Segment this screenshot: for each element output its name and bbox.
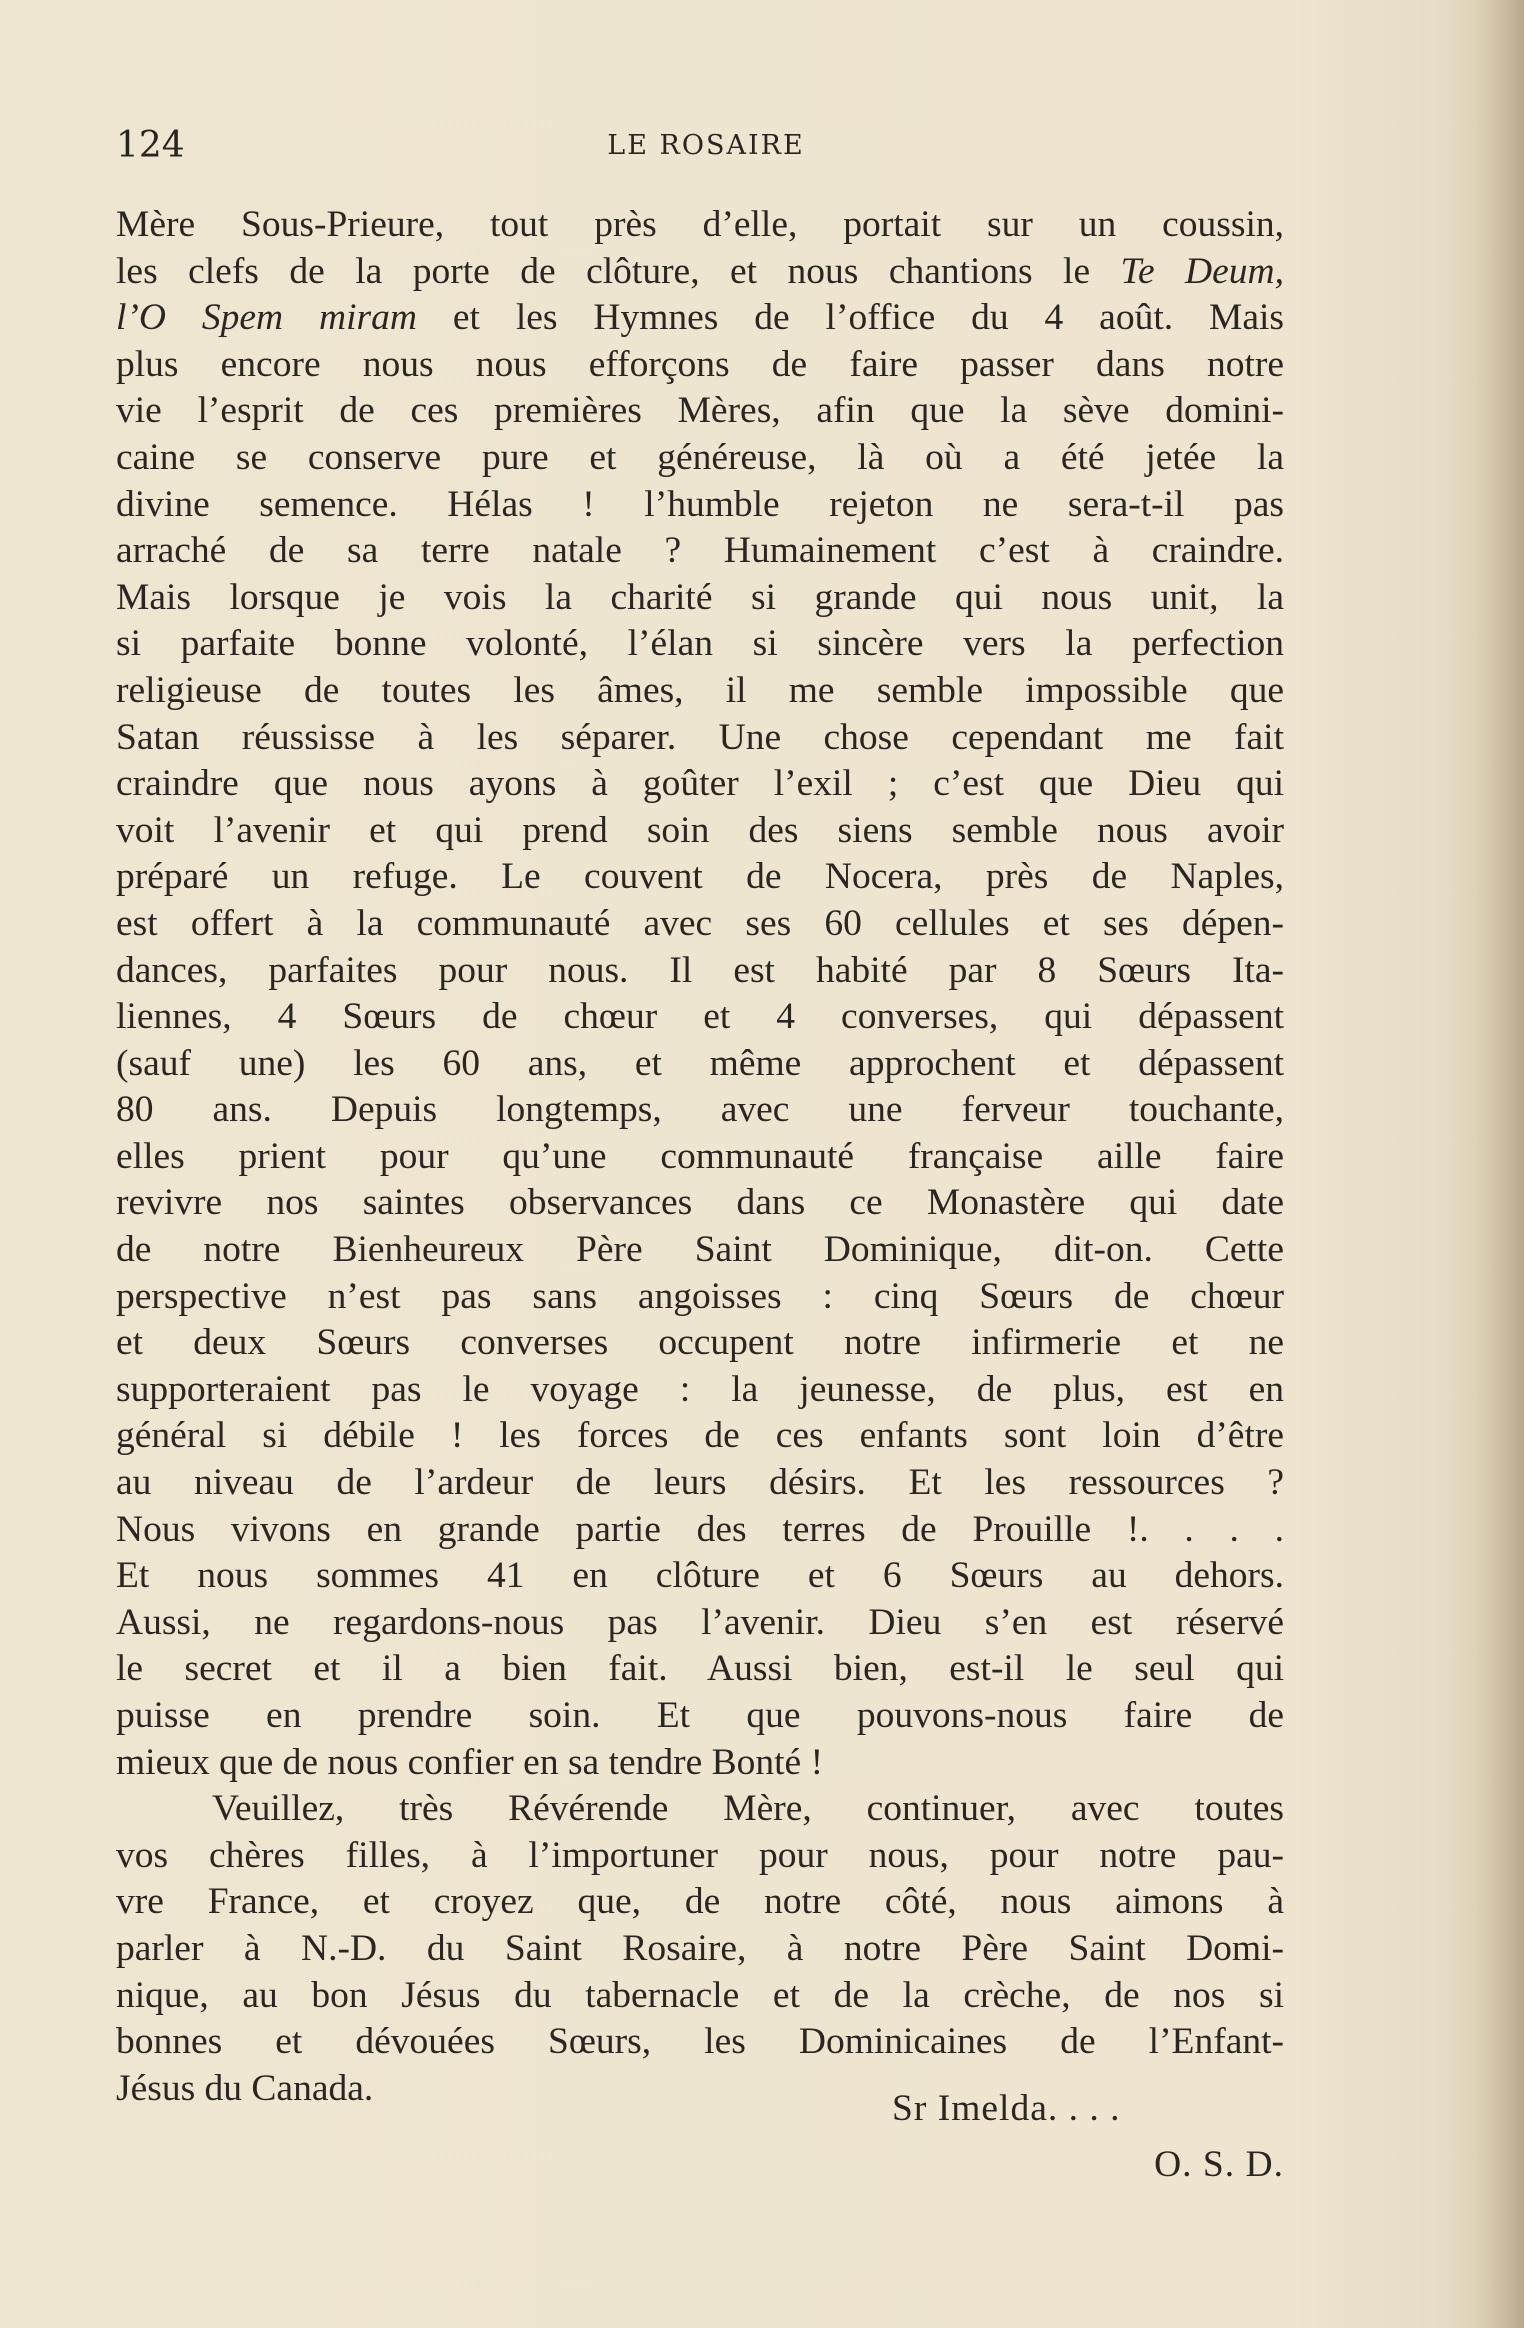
text-line — [116, 388, 1284, 435]
text-line — [116, 435, 1284, 482]
text-line — [116, 808, 1284, 855]
line-text: et les Hymnes de l’office du 4 août. Mais — [416, 297, 1285, 339]
text-line — [116, 1087, 1284, 1134]
text-line — [116, 715, 1284, 762]
line-text: arraché de sa terre natale ? Humainement c’est à craindre. — [116, 530, 1284, 572]
text-line — [116, 1227, 1284, 1274]
line-text: Aussi, ne regardons-nous pas l’avenir. Dieu s’en est réservé — [116, 1601, 1284, 1643]
text-line — [116, 1553, 1284, 1600]
text-line — [116, 1320, 1284, 1367]
line-text: craindre que nous ayons à goûter l’exil ; c’est que Dieu qui — [116, 763, 1284, 805]
text-line — [116, 1693, 1284, 1740]
text-line: vre France, et croyez que, de notre côté, nous aimons à — [116, 1881, 1284, 1923]
line-text: voit l’avenir et qui prend soin des siens semble nous avoir — [116, 809, 1284, 851]
italic-text: Te Deum, — [1120, 250, 1284, 292]
line-text: elles prient pour qu’une communauté française aille faire — [116, 1135, 1284, 1177]
text-line — [116, 575, 1284, 622]
line-text: supporteraient pas le voyage : la jeunesse, de plus, est en — [116, 1368, 1284, 1410]
line-text: Et nous sommes 41 en clôture et 6 Sœurs au dehors. — [116, 1555, 1284, 1597]
line-text: Mais lorsque je vois la charité si grande qui nous unit, la — [116, 576, 1284, 618]
text-line — [116, 994, 1284, 1041]
text-line — [116, 668, 1284, 715]
signature-block — [116, 2081, 1284, 2193]
text-line — [116, 948, 1284, 995]
text-line: vos chères filles, à l’importuner pour nous, pour notre pau- — [116, 1834, 1284, 1876]
line-text: puisse en prendre soin. Et que pouvons-nous faire de — [116, 1695, 1284, 1736]
italic-text: l’O Spem miram — [116, 297, 417, 339]
text-line — [116, 621, 1284, 668]
text-line — [116, 761, 1284, 808]
running-head — [116, 118, 1286, 174]
text-line: Veuillez, très Révérende Mère, continuer, avec toutes — [212, 1788, 1284, 1830]
running-title: LE ROSAIRE — [607, 130, 805, 161]
line-text: (sauf une) les 60 ans, et même approchent et dépassent — [116, 1042, 1284, 1084]
line-text: est offert à la communauté avec ses 60 cellules et ses dépen- — [116, 902, 1284, 944]
text-line — [116, 901, 1284, 948]
line-text: caine se conserve pure et généreuse, là où a été jetée la — [116, 436, 1284, 478]
text-line: parler à N.-D. du Saint Rosaire, à notre Père Saint Domi- — [116, 1927, 1284, 1969]
line-text: Satan réussisse à les séparer. Une chose cependant me fait — [116, 716, 1284, 758]
line-text: général si débile ! les forces de ces enfants sont loin d’être — [116, 1415, 1284, 1457]
line-text: divine semence. Hélas ! l’humble rejeton ne sera-t-il pas — [116, 483, 1284, 525]
text-line — [116, 482, 1284, 529]
line-text: préparé un refuge. Le couvent de Nocera, près de Naples, — [116, 856, 1284, 898]
text-line — [116, 202, 1284, 249]
line-text: mieux que de nous confier en sa tendre Bonté ! — [116, 1741, 824, 1783]
line-text: Nous vivons en grande partie des terres de Prouille !. . . . — [116, 1508, 1284, 1550]
signature-name: Sr Imelda. . . . — [892, 2088, 1121, 2129]
text-line — [116, 528, 1284, 575]
text-line — [116, 1041, 1284, 1088]
page-number: 124 — [116, 125, 185, 166]
page-edge-shadow — [1474, 0, 1524, 2328]
line-text: au niveau de l’ardeur de leurs désirs. Et les ressources ? — [116, 1462, 1284, 1504]
paragraph-2 — [116, 1786, 1284, 2112]
line-text: plus encore nous nous efforçons de faire passer dans notre — [116, 343, 1284, 385]
text-line — [116, 1274, 1284, 1321]
line-text: le secret et il a bien fait. Aussi bien, est-il le seul qui — [116, 1648, 1284, 1690]
line-text: vie l’esprit de ces premières Mères, afin que la sève domini- — [116, 390, 1284, 432]
body-text — [116, 202, 1284, 2112]
line-text: dances, parfaites pour nous. Il est habité par 8 Sœurs Ita- — [116, 949, 1284, 991]
line-text: de notre Bienheureux Père Saint Dominique, dit-on. Cette — [116, 1229, 1284, 1271]
text-line — [116, 1134, 1284, 1181]
text-line — [116, 854, 1284, 901]
line-text: si parfaite bonne volonté, l’élan si sincère vers la perfection — [116, 623, 1284, 665]
text-line — [116, 1507, 1284, 1554]
text-line — [116, 1460, 1284, 1507]
text-line — [116, 1367, 1284, 1414]
text-line: bonnes et dévouées Sœurs, les Dominicaines de l’Enfant- — [116, 2021, 1284, 2063]
line-text: les clefs de la porte de clôture, et nous chantions le — [116, 250, 1121, 292]
text-line — [116, 1180, 1284, 1227]
text-line — [116, 1740, 1284, 1787]
line-text: et deux Sœurs converses occupent notre infirmerie et ne — [116, 1322, 1284, 1364]
line-text: perspective n’est pas sans angoisses : cinq Sœurs de chœur — [116, 1275, 1284, 1317]
text-line — [116, 342, 1284, 389]
line-text: religieuse de toutes les âmes, il me semble impossible que — [116, 669, 1284, 711]
line-text: Mère Sous-Prieure, tout près d’elle, portait sur un coussin, — [116, 204, 1284, 245]
text-line — [116, 1646, 1284, 1693]
line-text: 80 ans. Depuis longtemps, avec une ferveur touchante, — [116, 1089, 1284, 1131]
text-line — [116, 295, 1284, 342]
line-text: liennes, 4 Sœurs de chœur et 4 converses, qui dépassent — [116, 996, 1284, 1038]
text-line — [116, 1600, 1284, 1647]
text-line: Jésus du Canada. — [116, 2067, 374, 2109]
text-line — [116, 249, 1284, 296]
line-text: revivre nos saintes observances dans ce Monastère qui date — [116, 1182, 1284, 1224]
paragraph-1 — [116, 202, 1284, 1786]
signature-order: O. S. D. — [1154, 2144, 1284, 2185]
text-line: nique, au bon Jésus du tabernacle et de la crèche, de nos si — [116, 1974, 1284, 2016]
text-line — [116, 1413, 1284, 1460]
